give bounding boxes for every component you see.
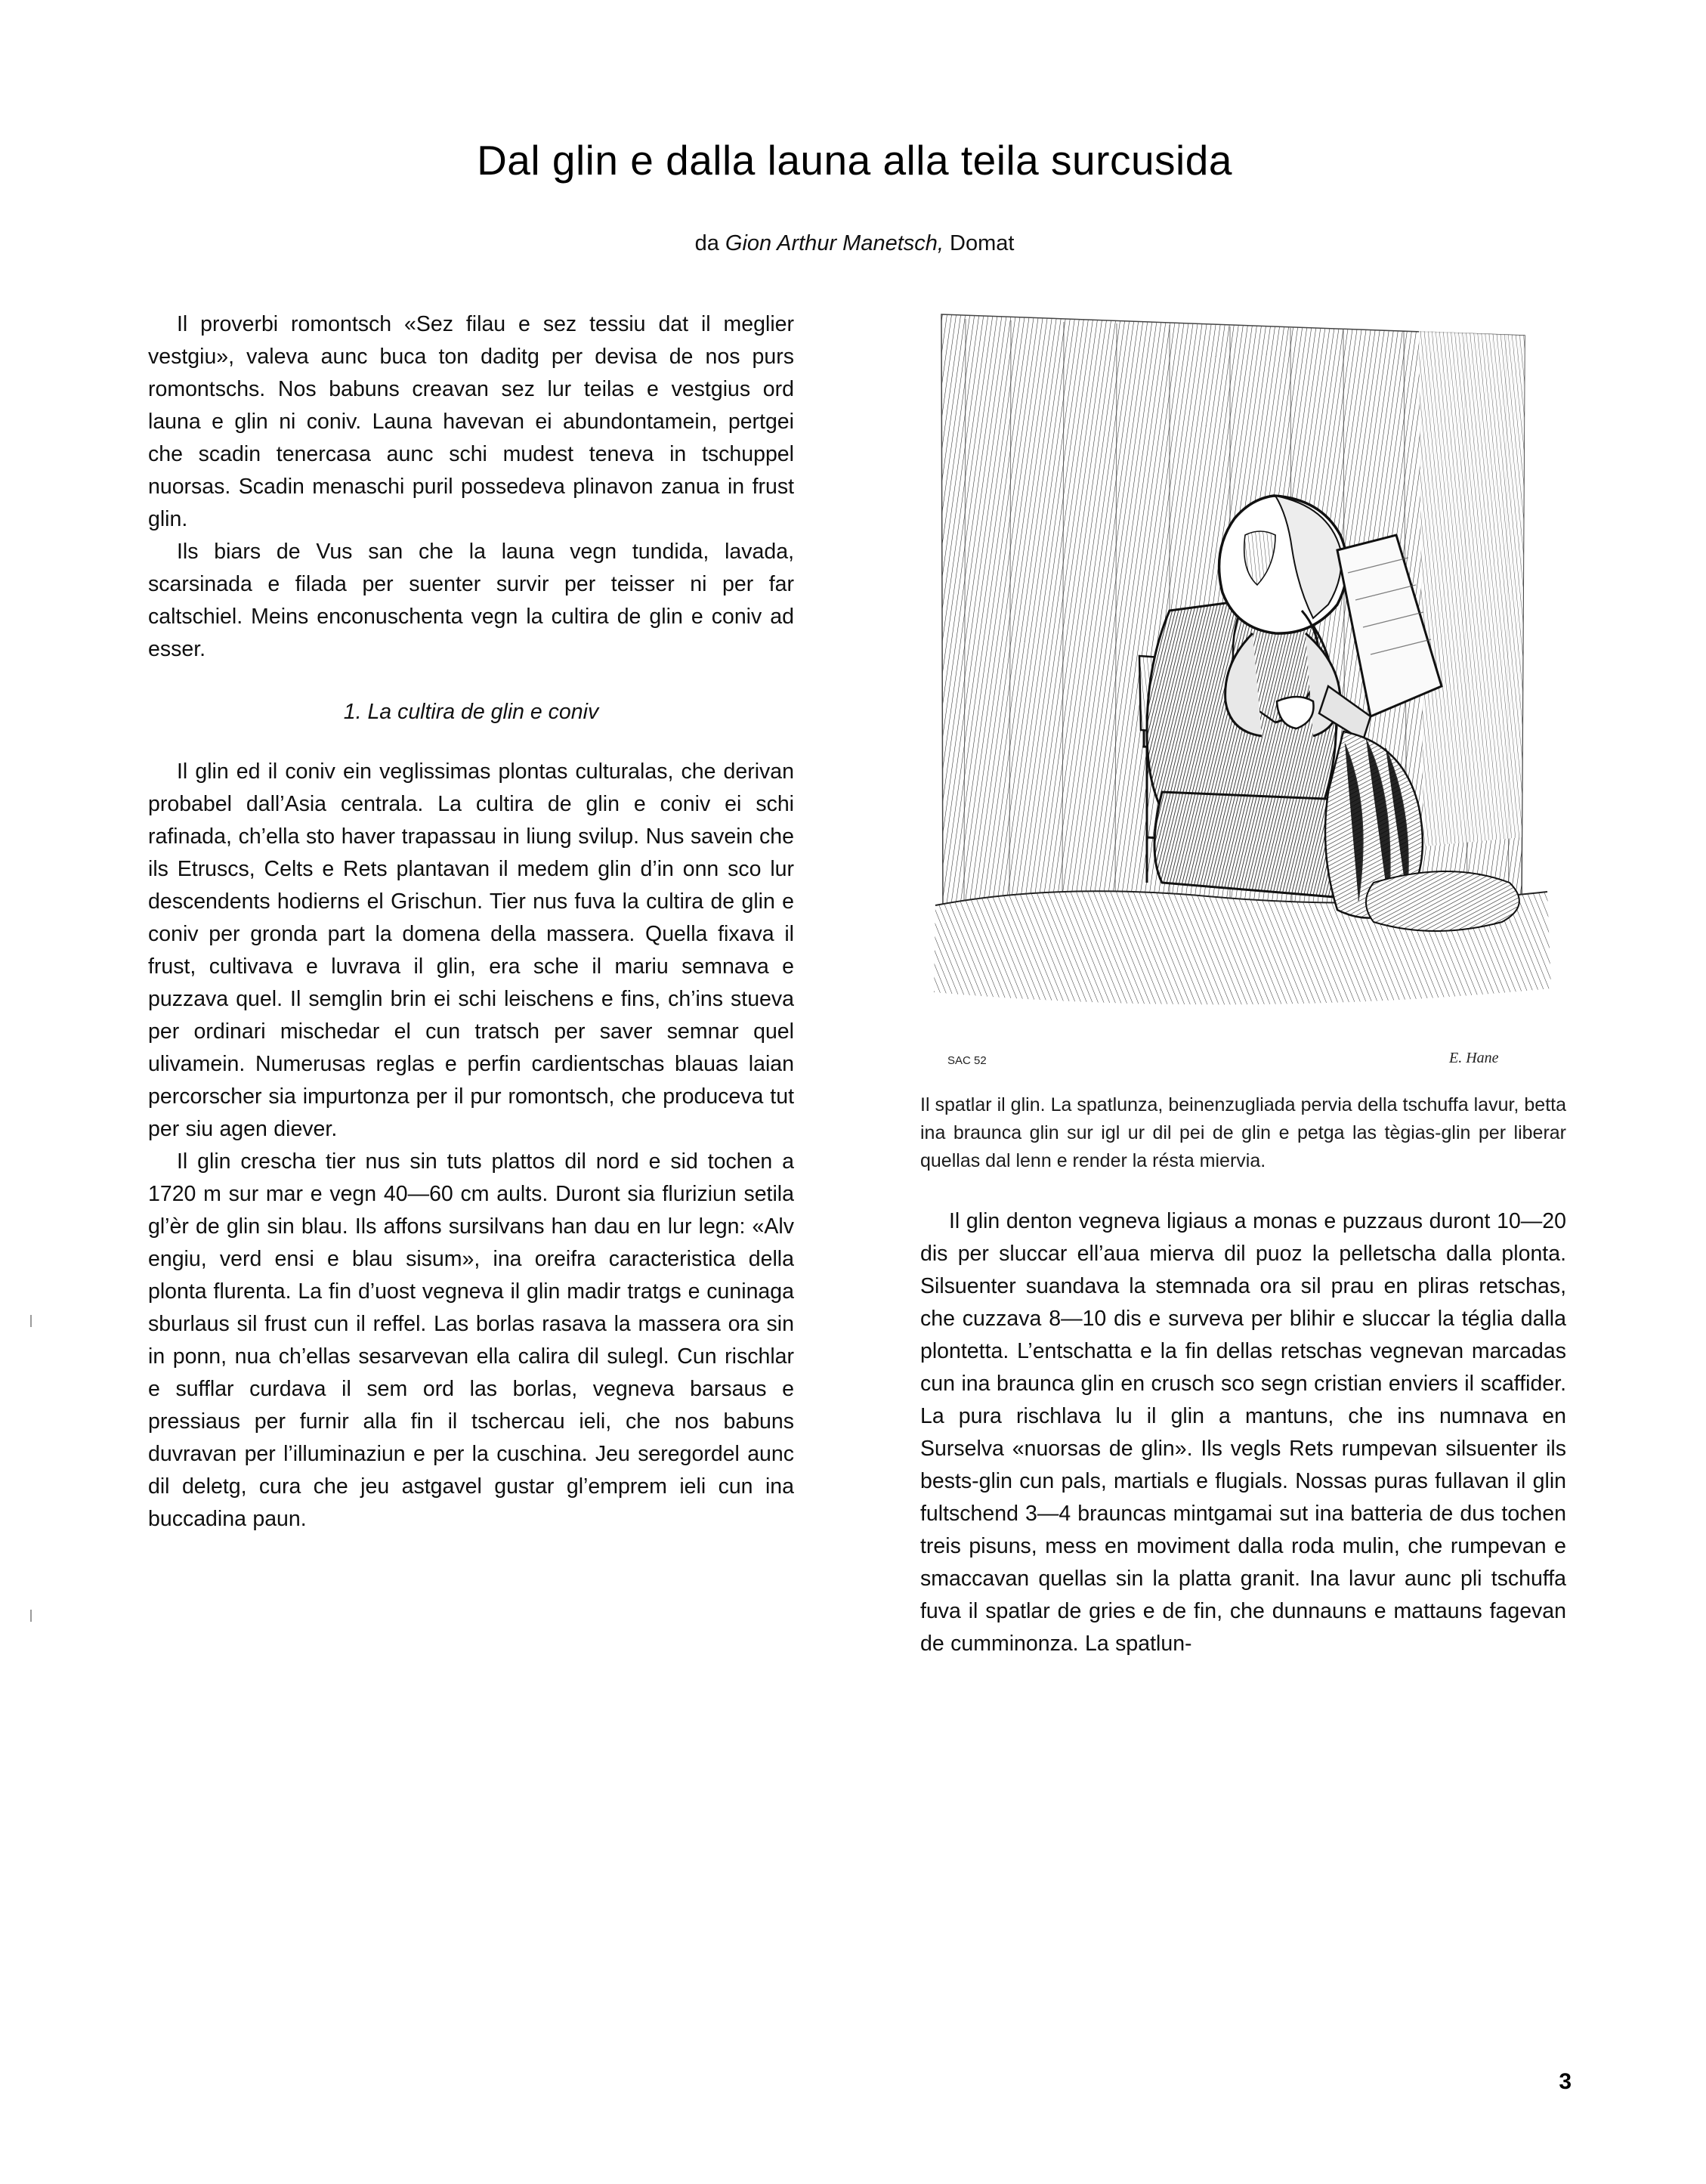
left-column [148, 308, 794, 1536]
byline-prefix: da [694, 231, 725, 255]
right-column [920, 308, 1566, 1660]
engraving-illustration [920, 308, 1566, 1079]
paragraph: Il glin crescha tier nus sin tuts plattos dil nord e sid tochen a 1720 m sur mar e vegn 40—60 cm aults. Duront sia fluriziun setila gl’èr de glin sin blau. Ils affons sursilvans han dau en lur legn: «Alv engiu, verd ensi e blau sisum», ina oreifra caracteristica della plonta flurenta. La fin d’uost vegneva il glin madir tratgs e cuninaga sburlaus sil frust cun il reffel. Las borlas rasava la massera ora sin in ponn, nua ch’ellas sesarvevan ella calira dil sulegl. Cun rischlar e sufflar curdava il sem ord las borlas, vegneva barsaus e pressiaus per furnir alla fin il tschercau ieli, che nos babuns duvravan per l’illuminaziun e per la cuschina. Jeu seregordel aunc dil deletg, cura che jeu astgavel gustar gl’emprem ieli cun ina buccadina paun. [148, 1149, 794, 1531]
document-header [148, 113, 1561, 256]
byline-place: Domat [943, 231, 1015, 255]
paragraph: Il glin denton vegneva ligiaus a monas e puzzaus duront 10—20 dis per sluccar ell’aua mierva dil puoz la pelletscha dalla plonta. Silsuenter suandava la stemnada ora sil prau en pliras retschas, che cuzzava 8—10 dis e surveva per blihir e sluccar la téglia dalla plontetta. L’entschatta e la fin dellas retschas vegnevan marcadas cun ina braunca glin en crusch sco segn cristian enviers il scaffider. La pura rischlava lu il glin a mantuns, che ins numnava en Surselva «nuorsas de glin». Ils vegls Rets rumpevan silsuenter ils bests-glin cun pals, martials e flugials. Nossas puras fullavan il glin fultschend 3—4 brauncas mintgamai sut ina batteria de dus tochen treis pisuns, mess en moviment dalla roda mulin, che rumpevan e smaccavan quellas sin la platta granit. Ina lavur aunc pli tschuffa fuva il spatlar de gries e de fin, che dunnauns e mattauns fagevan de cumminonza. La spatlun- [920, 1209, 1566, 1656]
article-columns [148, 308, 1567, 2031]
byline [148, 231, 1561, 256]
paragraph: Ils biars de Vus san che la launa vegn tundida, lavada, scarsinada e filada per suenter survir per teisser ni per far caltschiel. Meins enconuschenta vegn la cultira de glin e coniv ad esser. [148, 540, 794, 661]
figure [920, 308, 1566, 1175]
paragraph: Il proverbi romontsch «Sez filau e sez tessiu dat il meglier vestgiu», valeva aunc buca ton daditg per devisa de nos purs romontschs. Nos babuns creavan sez lur teilas e vestgius ord launa e glin ni coniv. Launa havevan ei abundontamein, pertgei che scadin tenercasa aunc schi mudest teneva in tschuppel nuorsas. Scadin menaschi puril possedeva plinavon zanua in frust glin. [148, 312, 794, 531]
byline-author: Gion Arthur Manetsch, [725, 231, 944, 255]
section-subhead: 1. La cultira de glin e coniv [343, 700, 599, 724]
paragraph: Il glin ed il coniv ein veglissimas plontas culturalas, che derivan probabel dall’Asia centrala. La cultira de glin e coniv ei schi rafinada, ch’ella sto haver trapassau in liung svilup. Nus savein che ils Etruscs, Celts e Rets plantavan il medem glin d’in onn sco lur descendents hodierns el Grischun. Tier nus fuva la cultira de glin e coniv per gronda part la domena della massera. Quella fixava il frust, cultivava e luvrava il glin, era sche il mariu semnava e puzzava quel. Il semglin brin ei schi leischens e fins, ch’ins stueva per ordinari mischedar el cun tratsch per saver semnar quel ulivamein. Numerusas reglas e perfin cardientschas blauas laian percorscher sia impurtonza per il pur romontsch, che produceva tut per siu agen diever. [148, 759, 794, 1141]
crop-tick-left-upper [30, 1315, 32, 1327]
page-title: Dal glin e dalla launa alla teila surcusida [477, 137, 1232, 184]
page-number: 3 [1559, 2069, 1572, 2094]
figure-signature-left: SAC 52 [947, 1054, 987, 1067]
figure-signature-right: E. Hane [1449, 1050, 1499, 1066]
crop-tick-left-lower [30, 1610, 32, 1622]
figure-caption: Il spatlar il glin. La spatlunza, beinenzugliada pervia della tschuffa lavur, betta ina braunca glin sur igl ur dil pei de glin e petga las tègias-glin per liberar quellas dal lenn e render la résta miervia. [920, 1094, 1566, 1171]
figure-image [920, 308, 1566, 1079]
